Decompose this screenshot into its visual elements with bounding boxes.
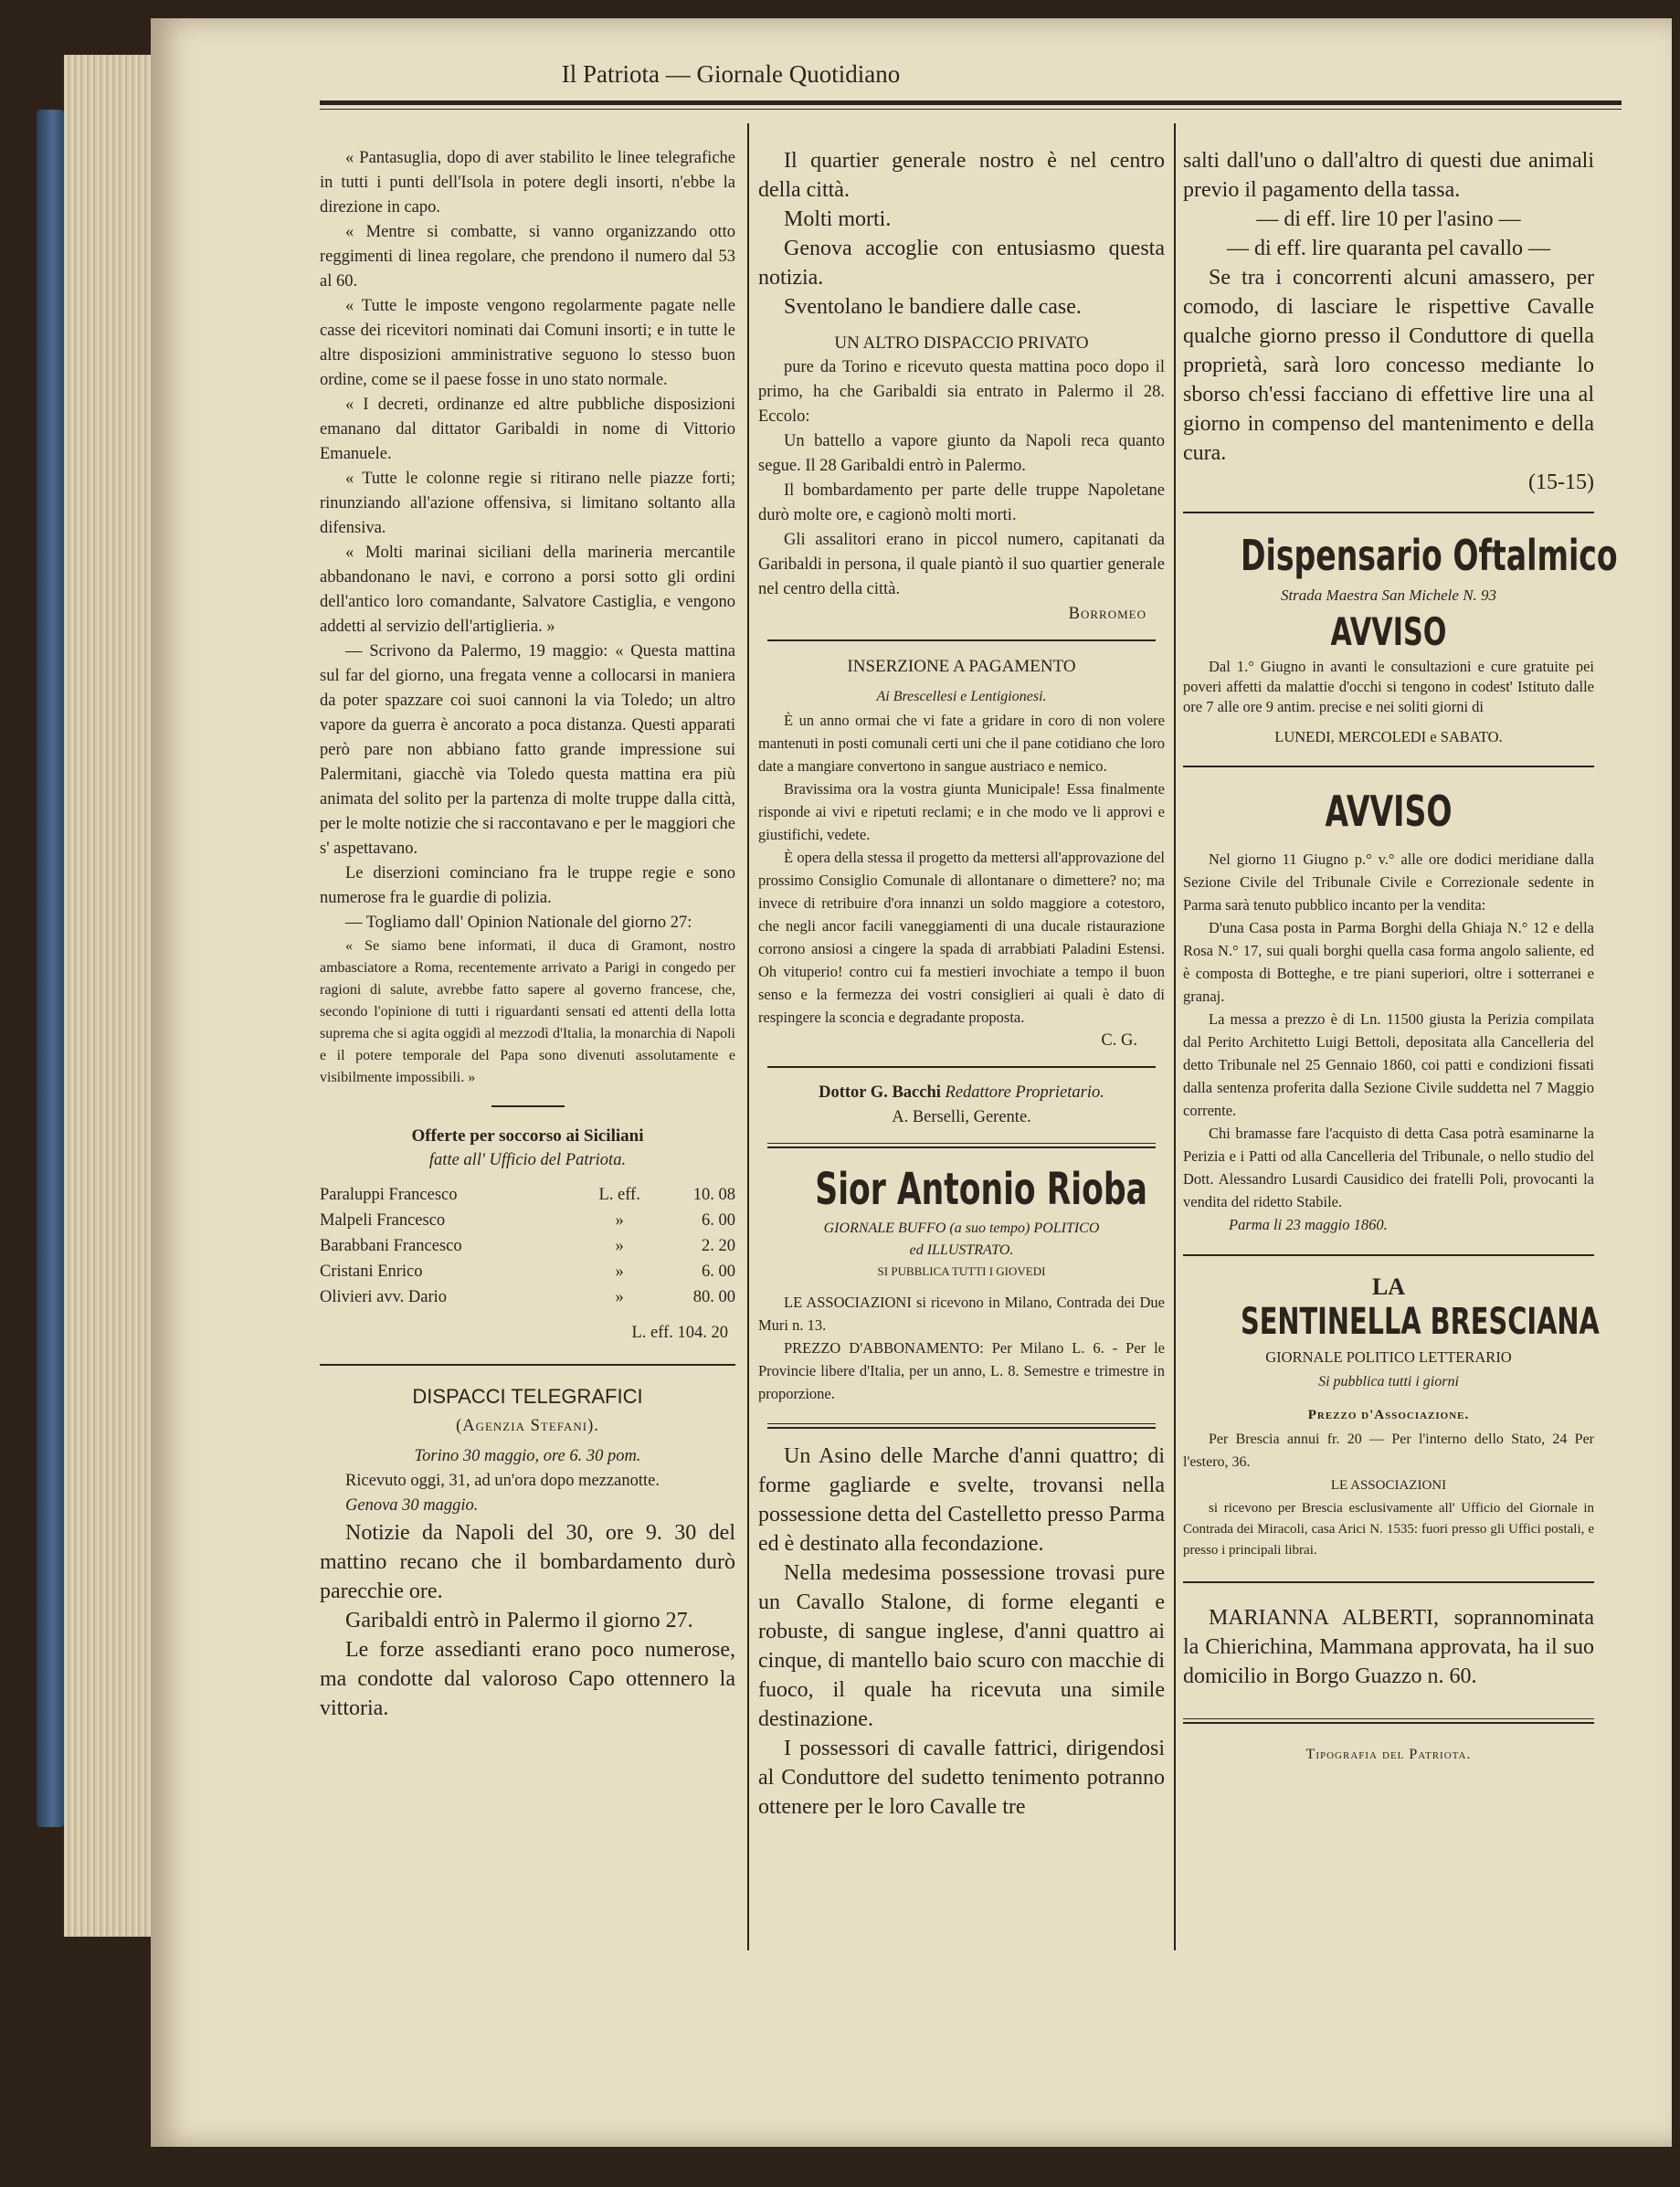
sentinella-price-heading: Prezzo d'Associazione. <box>1307 1408 1470 1422</box>
avviso-text: La messa a prezzo è di Ln. 11500 giusta la Perizia compilata dal Perito Architetto Luigi Bettoli, depositata alla Cancelleria del detto Tribunale nel 25 Gennaio 1860, coi patti e condizioni fissati dalla sentenza proferita dalla Sezione Civile suddetta nel 7 Maggio corrente. <box>1183 1010 1594 1119</box>
article-paragraph: I possessori di cavalle fattrici, dirigendosi al Conduttore del sudetto tenimento potranno ottenere per le loro Cavalle tre <box>758 1737 1165 1819</box>
rioba-info: PREZZO D'ABBONAMENTO: Per Milano L. 6. - Per le Provincie libere d'Italia, per un anno, L. 8. Semestre e trimestre in proporzione. <box>758 1339 1165 1402</box>
sentinella-la: LA <box>1371 1273 1406 1300</box>
separator <box>767 1066 1156 1068</box>
offerte-subtitle: fatte all' Ufficio del Patriota. <box>428 1151 627 1169</box>
page-header: Il Patriota — Giornale Quotidiano <box>561 60 901 88</box>
column-divider <box>747 123 749 1950</box>
header-rule-thin <box>320 109 1622 110</box>
avviso-text: Chi bramasse fare l'acquisto di detta Casa potrà esaminarne la Perizia e i Patti od alla Cancelleria del Tribunale, o nello studio del Dott. Alessandro Lusardi Causidico dei fratelli Poli, provocanti la vendita del ridetto Stabile. <box>1183 1125 1594 1210</box>
separator <box>491 1105 565 1107</box>
dispensario-address: Strada Maestra San Michele N. 93 <box>1280 586 1497 604</box>
sentinella-subtitle: GIORNALE POLITICO LETTERARIO <box>1265 1348 1512 1366</box>
donor-name: Cristani Enrico <box>320 1263 423 1281</box>
avviso-text: D'una Casa posta in Parma Borghi della Ghiaja N.° 12 e della Rosa N.° 17, sui quali borghi quella casa forma angolo saliente, ed è composta di Botteghe, e tre piani superiori, oltre i sotterranei e granaj. <box>1183 919 1594 1005</box>
marianna-notice: MARIANNA ALBERTI, soprannominata la Chierichina, Mammana approvata, ha il suo domicilio in Borgo Guazzo n. 60. <box>1183 1606 1594 1688</box>
column-2 <box>758 146 1165 1822</box>
article-paragraph: Un Asino delle Marche d'anni quattro; di forme gagliarde e svelte, trovansi nella possessione detta del Castelletto presso Parma ed è destinato alla fecondazione. <box>758 1444 1165 1556</box>
article-paragraph: È opera della stessa il progetto da mettersi all'approvazione del prossimo Consiglio Comunale di allontanare o dimettere? no; ma invece di retribuire d'ora innanzi un soldo maggiore a cotestoro, che negli ancor facili vaneggiamenti di una ducale ristaurazione corrono ansiosi a cingere la spada di arrabbiati Paladini Estensi. Oh vituperio! contro cui fa mestieri invochiate a tempo il buon senso e la fermezza dei vostri consiglieri ai quali è dato di respingere la sconcia e degradante proposta. <box>758 849 1165 1026</box>
separator <box>1183 1254 1594 1256</box>
rioba-subtitle: ed ILLUSTRATO. <box>909 1242 1014 1258</box>
article-paragraph: È un anno ormai che vi fate a gridare in coro di non volere mantenuti in posti comunali certi uni che il pane cotidiano che loro date a mangiare convertono in sangue austriaco e nemico. <box>758 712 1165 775</box>
avviso-heading: AVVISO <box>1325 787 1453 836</box>
article-paragraph: salti dall'uno o dall'altro di questi due animali previo il pagamento della tassa. <box>1183 149 1594 202</box>
offerte-row <box>320 1208 735 1233</box>
separator <box>320 1364 735 1366</box>
dispacci-date: Genova 30 maggio. <box>345 1496 479 1515</box>
offerte-row <box>320 1233 735 1259</box>
article-paragraph: « Pantasuglia, dopo di aver stabilito le linee telegrafiche in tutti i punti dell'Isola in potere degli insorti, n'ebbe la direzione in capo. <box>320 149 735 217</box>
offerte-table <box>320 1182 735 1310</box>
article-paragraph: Un battello a vapore giunto da Napoli reca quanto segue. Il 28 Garibaldi entrò in Palermo. <box>758 432 1165 475</box>
dispensario-title: Dispensario Oftalmico <box>1241 531 1618 580</box>
amount: 6. 00 <box>702 1263 735 1281</box>
article-paragraph: — di eff. lire 10 per l'asino — <box>1256 207 1521 231</box>
article-quote: « Se siamo bene informati, il duca di Gramont, nostro ambasciatore a Roma, recentemente arrivato a Parigi in congedo per ragioni di salute, avrebbe fatto sapere al governo francese, che, secondo l'opinione di tutti i riguardanti sensati ed attenti della lotta suprema che si agita oggidì al mezzodì d'Italia, la monarchia di Napoli e il potere temporale del Papa sono divenuti assolutamente e visibilmente impossibili. » <box>320 938 735 1085</box>
column-1 <box>320 146 735 1723</box>
separator <box>767 1423 1156 1429</box>
separator <box>1183 1718 1594 1724</box>
avviso-date: Parma li 23 maggio 1860. <box>1229 1216 1388 1233</box>
separator <box>1183 766 1594 767</box>
signature: C. G. <box>1101 1031 1137 1050</box>
dispaccio-text: Le forze assedianti erano poco numerose, ma condotte dal valoroso Capo ottennero la vittoria. <box>320 1638 735 1720</box>
article-paragraph: — di eff. lire quaranta pel cavallo — <box>1226 237 1551 260</box>
article-paragraph: Bravissima ora la vostra giunta Municipale! Essa finalmente risponde ai vivi e ripetuti reclami; e in che modo ve li approvi e giustifichi, vedete. <box>758 780 1165 843</box>
separator <box>1183 512 1594 513</box>
offerte-row <box>320 1259 735 1284</box>
donor-name: Paraluppi Francesco <box>320 1186 458 1204</box>
article-paragraph: Il bombardamento per parte delle truppe Napoletane durò molte ore, e cagionò molti morti. <box>758 481 1165 524</box>
article-paragraph: Se tra i concorrenti alcuni amassero, per comodo, di lasciare le rispettive Cavalle qualche giorno presso il Conduttore di quella proprietà, sarà loro concesso mediante lo sborso ch'essi facciano di effettive lire una al giorno in compenso del mantenimento e della cura. <box>1183 266 1594 465</box>
separator <box>767 639 1156 641</box>
insertion-title: INSERZIONE A PAGAMENTO <box>847 657 1076 676</box>
amount: 10. 08 <box>692 1186 735 1204</box>
rioba-subtitle: GIORNALE BUFFO (a suo tempo) POLITICO <box>823 1220 1100 1236</box>
sentinella-title: SENTINELLA BRESCIANA <box>1241 1301 1600 1343</box>
avviso-heading: AVVISO <box>1330 609 1447 654</box>
donor-name: Olivieri avv. Dario <box>320 1288 448 1306</box>
separator <box>1183 1581 1594 1583</box>
signature: Borromeo <box>1068 605 1146 623</box>
offerte-row <box>320 1182 735 1208</box>
dispaccio-text: Il quartier generale nostro è nel centro della città. <box>758 149 1165 202</box>
printer-line: Tipografia del Patriota. <box>1305 1747 1472 1762</box>
avviso-days: LUNEDI, MERCOLEDI e SABATO. <box>1274 728 1503 745</box>
amount: 2. 20 <box>702 1237 735 1255</box>
column-3 <box>1183 146 1618 1767</box>
currency: » <box>615 1263 624 1281</box>
article-paragraph: — Togliamo dall' Opinion Nationale del giorno 27: <box>345 914 692 932</box>
article-paragraph: pure da Torino e ricevuto questa mattina poco dopo il primo, ha che Garibaldi sia entrato in Palermo il 28. Eccolo: <box>758 358 1165 426</box>
article-paragraph: Le diserzioni cominciano fra le truppe regie e sono numerose fra le guardie di polizia. <box>320 864 735 907</box>
article-paragraph: — Scrivono da Palermo, 19 maggio: « Questa mattina sul far del giorno, una fregata venne a collocarsi in maniera da poter spazzare coi suoi cannoni la via Toledo; un altro vapore da guerra è ancorato a poca distanza. Questi apparati però pare non abbiano fatto grande impressione sui Palermitani, giacchè via Toledo questa mattina era più animata del solito per la partenza di molte truppe dalla città, per le molte notizie che si raccontavano e per le maggiori che s' aspettavano. <box>320 642 735 858</box>
sentinella-price: Per Brescia annui fr. 20 — Per l'interno dello Stato, 24 Per l'estero, 36. <box>1183 1432 1594 1470</box>
article-paragraph: « I decreti, ordinanze ed altre pubbliche disposizioni emanano dal dittator Garibaldi in nome di Vittorio Emanuele. <box>320 396 735 463</box>
article-paragraph: « Molti marinai siciliani della marineria mercantile abbandonano le navi, e corrono a porsi sotto gli ordini dell'antico loro comandante, Salvatore Castiglia, e vengono addetti al servizio dell'artiglieria. » <box>320 544 735 636</box>
offerte-total: L. eff. 104. 20 <box>631 1324 728 1342</box>
rioba-title: Sior Antonio Rioba <box>815 1164 1147 1215</box>
article-paragraph: Nella medesima possessione trovasi pure un Cavallo Stalone, di forme eleganti e robuste, di sangue inglese, d'anni quattro ai cinque, di mantello baio scuro con macchie di fuoco, il quale ha ricevuta una simile destinazione. <box>758 1561 1165 1731</box>
gerente-line: A. Berselli, Gerente. <box>892 1108 1031 1126</box>
sentinella-assoc-heading: LE ASSOCIAZIONI <box>1330 1478 1447 1493</box>
offerte-row <box>320 1284 735 1310</box>
dispaccio-text: Sventolano le bandiere dalle case. <box>784 295 1082 319</box>
amount: 6. 00 <box>702 1211 735 1230</box>
separator <box>767 1143 1156 1148</box>
currency: » <box>615 1288 624 1306</box>
header-rule <box>320 100 1622 105</box>
article-paragraph: Gli assalitori erano in piccol numero, capitanati da Garibaldi in persona, il quale piantò il suo quartier generale nel centro della città. <box>758 531 1165 598</box>
sentinella-assoc: si ricevono per Brescia esclusivamente all' Ufficio del Giornale in Contrada dei Miracoli, casa Arici N. 1535: fuori presso gli Uffici postali, e presso i principali librai. <box>1183 1501 1594 1558</box>
dispaccio-text: Molti morti. <box>784 207 892 231</box>
rioba-frequency: SI PUBBLICA TUTTI I GIOVEDI <box>877 1264 1046 1278</box>
private-dispatch-title: UN ALTRO DISPACCIO PRIVATO <box>834 333 1089 353</box>
currency: » <box>615 1237 624 1255</box>
amount: 80. 00 <box>692 1288 735 1306</box>
column-divider <box>1174 123 1176 1950</box>
insertion-subtitle: Ai Brescellesi e Lentigionesi. <box>876 689 1047 704</box>
sentinella-frequency: Si pubblica tutti i giorni <box>1318 1374 1459 1389</box>
dispacci-title: DISPACCI TELEGRAFICI <box>412 1385 643 1408</box>
donor-name: Barabbani Francesco <box>320 1237 462 1255</box>
article-paragraph: « Mentre si combatte, si vanno organizzando otto reggimenti di linea regolare, che prendono il numero dal 53 al 60. <box>320 223 735 291</box>
article-paragraph: « Tutte le imposte vengono regolarmente pagate nelle casse dei ricevitori nominati dai Comuni insorti; e in tutte le altre disposizioni amministrative seguono lo stesso buon ordine, come se il paese fosse in uno stato normale. <box>320 297 735 389</box>
rioba-info: LE ASSOCIAZIONI si ricevono in Milano, Contrada dei Due Muri n. 13. <box>758 1294 1165 1334</box>
offerte-title: Offerte per soccorso ai Siciliani <box>411 1126 644 1146</box>
editor-role: Redattore Proprietario. <box>945 1083 1104 1102</box>
editor-name: Dottor G. Bacchi <box>819 1083 941 1102</box>
donor-name: Malpeli Francesco <box>320 1211 446 1230</box>
notice-number: (15-15) <box>1528 470 1594 494</box>
dispaccio-text: Genova accoglie con entusiasmo questa notizia. <box>758 237 1165 290</box>
currency: » <box>615 1211 624 1230</box>
dispacci-agency: (Agenzia Stefani). <box>456 1417 599 1435</box>
currency: L. eff. <box>598 1186 640 1204</box>
avviso-text: Dal 1.° Giugno in avanti le consultazioni e cure gratuite pei poveri affetti da malattie d'occhi si tengono in codest' Istituto dalle ore 7 alle ore 9 antim. precise e nei soliti giorni di <box>1183 658 1594 715</box>
dispacci-received: Ricevuto oggi, 31, ad un'ora dopo mezzanotte. <box>345 1472 660 1490</box>
article-paragraph: « Tutte le colonne regie si ritirano nelle piazze forti; rinunziando all'azione offensiva, si limitano soltanto alla difensiva. <box>320 470 735 537</box>
dispaccio-text: Notizie da Napoli del 30, ore 9. 30 del mattino recano che il bombardamento durò parecchie ore. <box>320 1521 735 1603</box>
dispacci-date: Torino 30 maggio, ore 6. 30 pom. <box>414 1447 641 1465</box>
dispaccio-text: Garibaldi entrò in Palermo il giorno 27. <box>345 1609 693 1632</box>
avviso-text: Nel giorno 11 Giugno p.° v.° alle ore dodici meridiane dalla Sezione Civile del Tribunale Civile e Correzionale sedente in Parma sarà tenuto pubblico incanto per la vendita: <box>1183 850 1594 914</box>
book-cover-edge <box>37 110 64 1827</box>
editor-line <box>758 1081 1165 1105</box>
